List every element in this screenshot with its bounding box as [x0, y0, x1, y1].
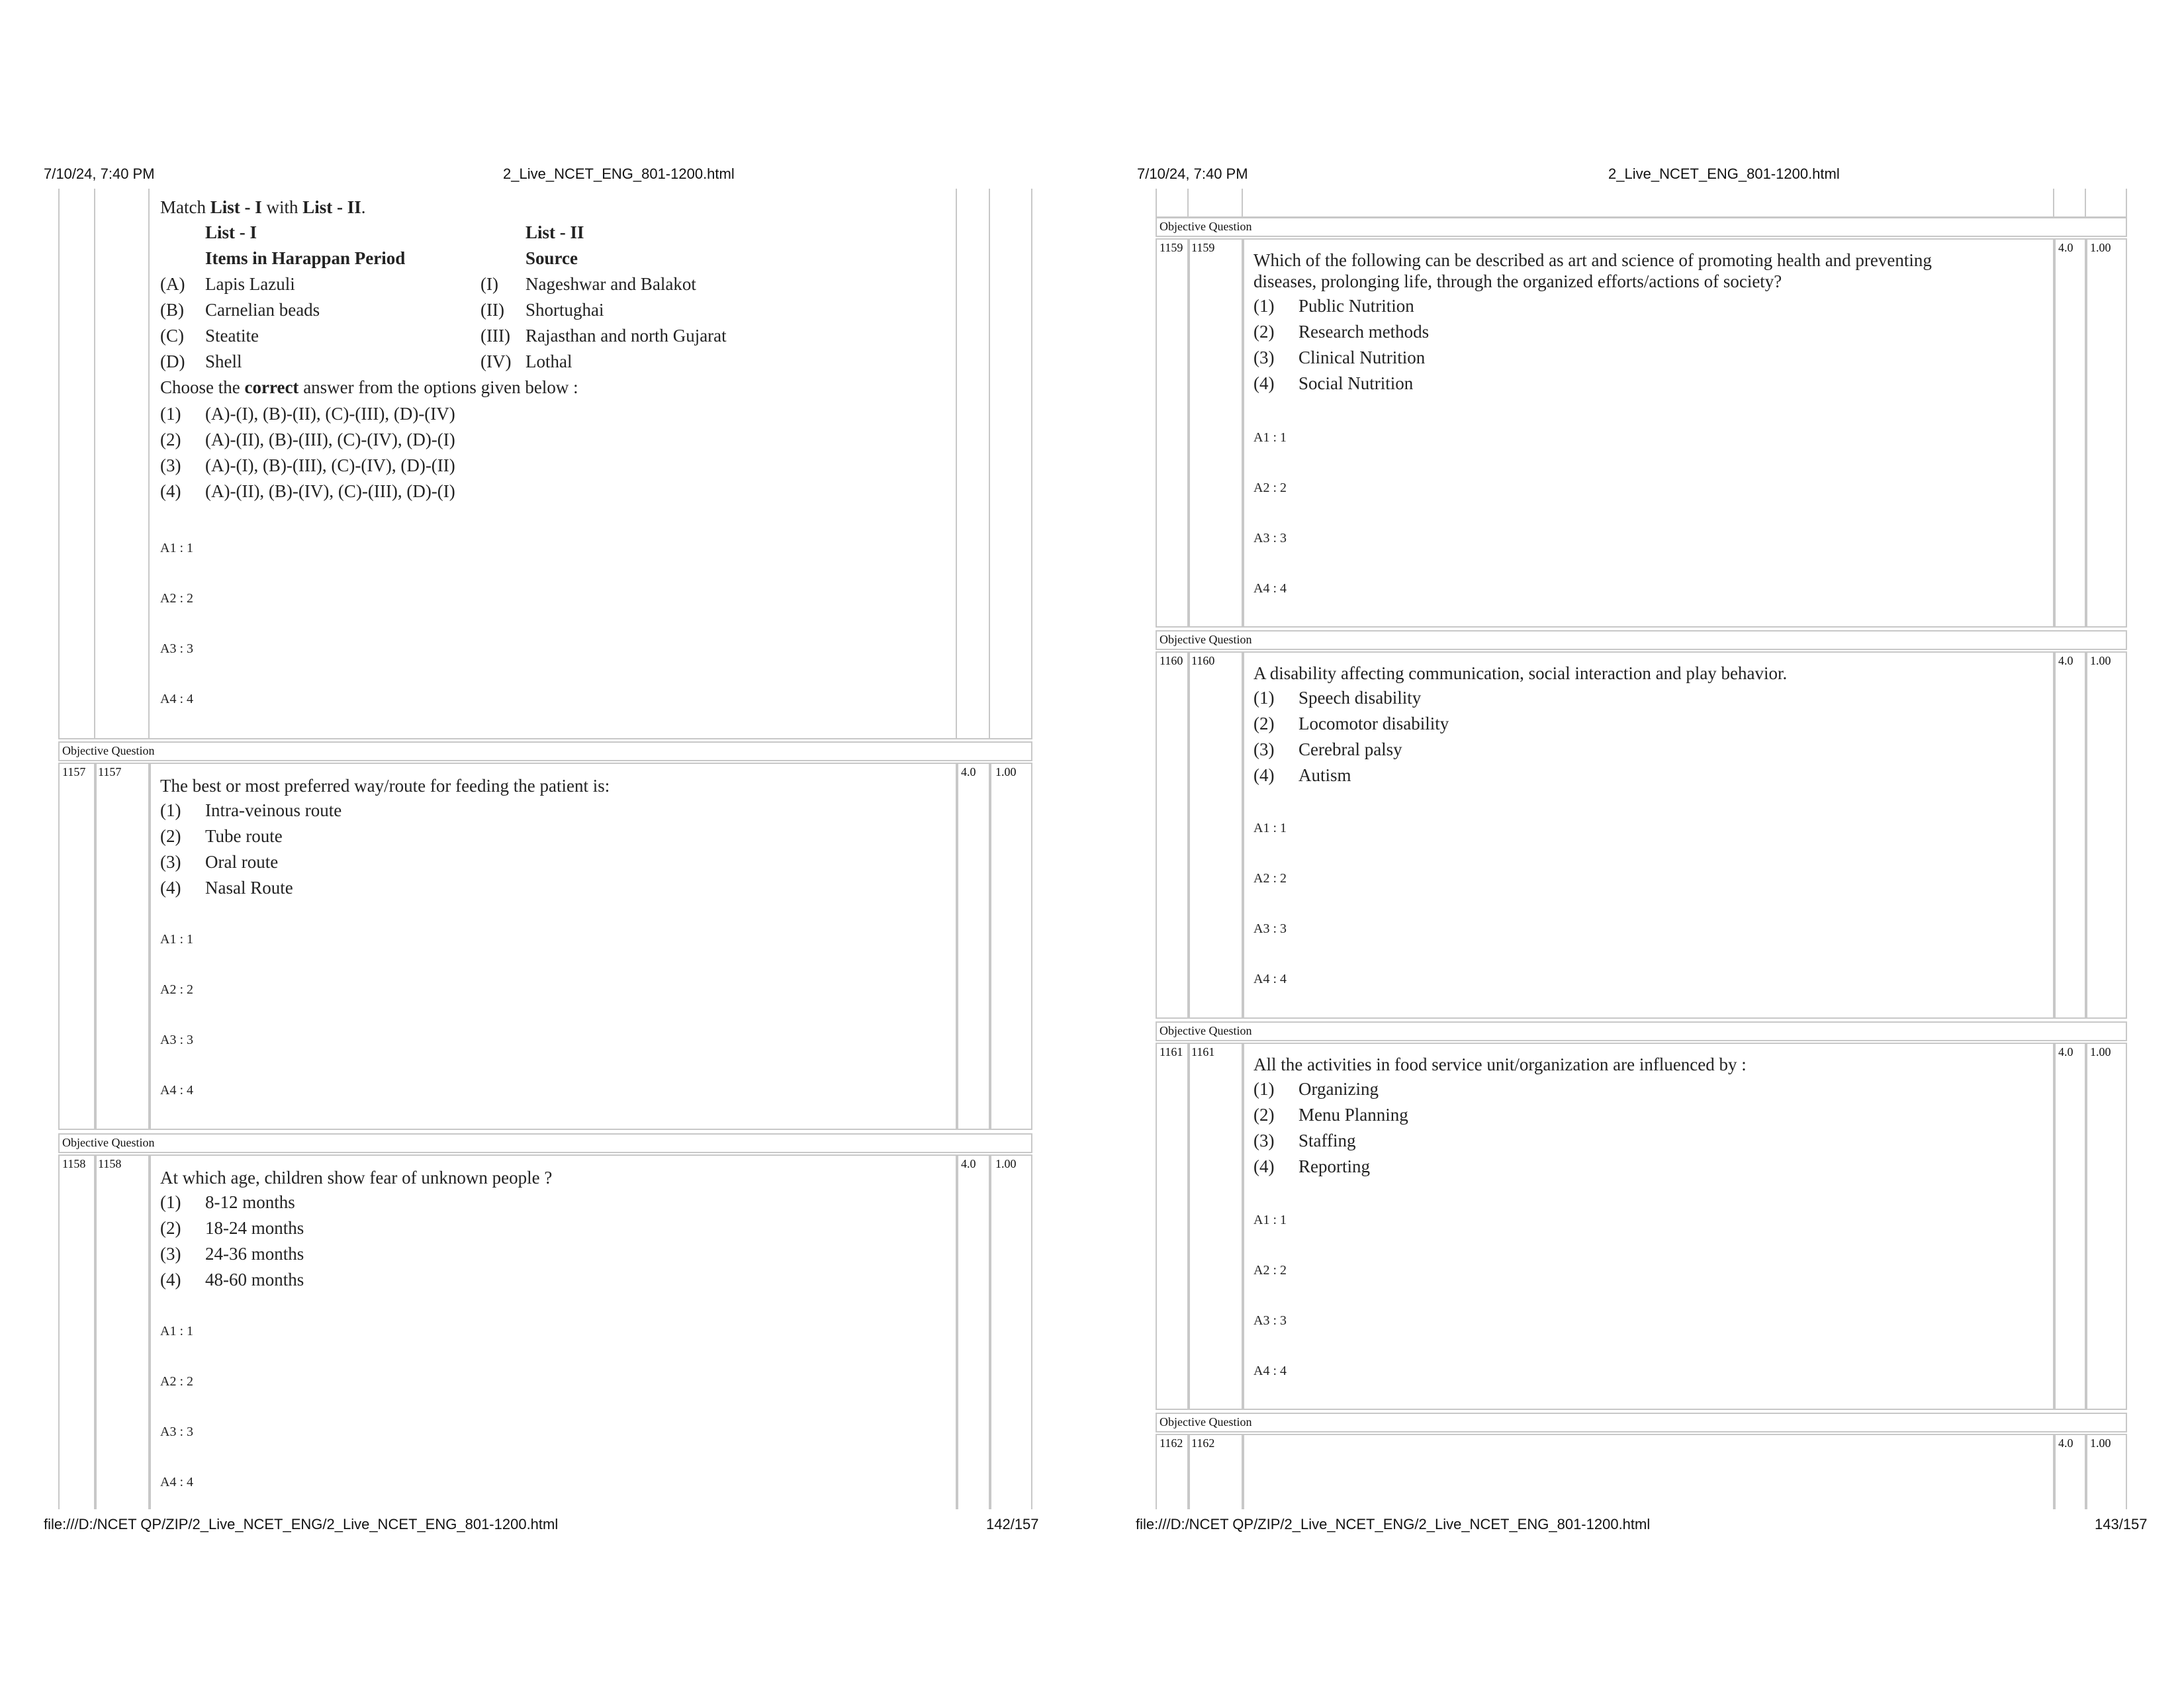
choose-instruction: Choose the correct answer from the options given below :	[160, 377, 578, 397]
match-row-source: Nageshwar and Balakot	[525, 274, 696, 294]
marks: 4.0	[961, 1157, 976, 1170]
negative-marks: 1.00	[995, 1157, 1017, 1170]
question-type-label: Objective Question	[1160, 1024, 1252, 1037]
match-row-label: (C)	[160, 326, 184, 346]
question-text-line-1: Which of the following can be described as art and science of promoting health and preventing	[1253, 250, 1932, 270]
question-type-label: Objective Question	[1160, 633, 1252, 646]
match-row-roman: (I)	[480, 274, 498, 294]
answer-key: A1 : 1	[160, 541, 193, 555]
serial-number: 1159	[1160, 241, 1183, 254]
print-date: 7/10/24, 7:40 PM	[44, 165, 155, 182]
question-id: 1160	[1191, 654, 1215, 667]
list1-subheading: Items in Harappan Period	[205, 248, 406, 268]
match-row-roman: (III)	[480, 326, 510, 346]
match-row-roman: (IV)	[480, 352, 512, 371]
print-title: 2_Live_NCET_ENG_801-1200.html	[1608, 165, 1840, 182]
match-row-item: Carnelian beads	[205, 300, 320, 320]
question-type-label: Objective Question	[62, 1136, 155, 1149]
answer-key: A2 : 2	[1253, 871, 1287, 886]
question-id: 1161	[1191, 1045, 1215, 1058]
match-row-label: (A)	[160, 274, 185, 294]
answer-key: A2 : 2	[160, 1374, 193, 1389]
list2-heading: List - II	[525, 222, 584, 242]
match-row-source: Lothal	[525, 352, 572, 371]
answer-key: A2 : 2	[160, 591, 193, 606]
question-text: All the activities in food service unit/organization are influenced by :	[1253, 1055, 1747, 1074]
negative-marks: 1.00	[995, 765, 1017, 778]
question-id: 1158	[98, 1157, 122, 1170]
negative-marks: 1.00	[2090, 1436, 2111, 1450]
negative-marks: 1.00	[2090, 1045, 2111, 1058]
print-file-path: file:///D:/NCET QP/ZIP/2_Live_NCET_ENG/2_Live_NCET_ENG_801-1200.html	[1136, 1516, 1651, 1532]
answer-key: A3 : 3	[160, 641, 193, 656]
answer-key: A4 : 4	[160, 1083, 193, 1098]
answer-key: A2 : 2	[1253, 481, 1287, 495]
answer-key: A3 : 3	[1253, 1313, 1287, 1328]
match-row-label: (B)	[160, 300, 184, 320]
question-text: The best or most preferred way/route for feeding the patient is:	[160, 776, 610, 796]
page-number: 143/157	[2095, 1516, 2148, 1532]
match-row-item: Steatite	[205, 326, 259, 346]
serial-number: 1160	[1160, 654, 1183, 667]
answer-key: A1 : 1	[160, 932, 193, 947]
answer-key: A2 : 2	[1253, 1263, 1287, 1278]
answer-key: A4 : 4	[160, 692, 193, 706]
answer-key: A4 : 4	[1253, 972, 1287, 986]
marks: 4.0	[2058, 1436, 2073, 1450]
answer-key: A3 : 3	[160, 1033, 193, 1047]
answer-key: A3 : 3	[1253, 921, 1287, 936]
left-page: 7/10/24, 7:40 PM 2_Live_NCET_ENG_801-1200.html Match List - I with List - II. List - I List - II Items in Harappan Period Source (A) Lapis Lazuli (I) Nageshwar and Balakot (B) Carnelian beads (II) Shortughai (C) Steatite (III) Rajasthan and north Gujarat (D) Shell (IV) Lothal Choose the correct answer from the options given below : (1) (A)-(I), (B)-(II), (C)-(III), (D)-(IV) (2) (A)-(II), (B)-(III), (C)-(IV), (D)-(I) (3) (A)-(I), (B)-(III), (C)-(IV), (D)-(II) (4) (A)-(II), (B)-(IV), (C)-(III), (D)-(I) A1 : 1 A2 : 2 A3 : 3 A4 : 4 Objective Question 1157 1157 4.0 1.00 The best or most preferred way/route for feeding the patient is: (1) Intra-veinous route (2) Tube route (3) Oral route (4) Nasal Route A1 : 1 A2 : 2 A3 : 3 A4 : 4 Objective Question 1158 1158 4.0 1.00 At which age, children show fear of unknown people ? (1) 8-12 months (2) 18-24 months (3) 24-36 months (4) 48-60 months A1 : 1 A2 : 2 A3 : 3 A4 : 4 file:///D:/NCET QP/ZIP/2_Live_NCET_ENG/2_Live_NCET_ENG_801-1200.html 142/157	[44, 165, 1039, 1532]
print-date: 7/10/24, 7:40 PM	[1137, 165, 1248, 182]
negative-marks: 1.00	[2090, 654, 2111, 667]
print-file-path: file:///D:/NCET QP/ZIP/2_Live_NCET_ENG/2_Live_NCET_ENG_801-1200.html	[44, 1516, 559, 1532]
question-id: 1162	[1191, 1436, 1215, 1450]
match-intro: Match List - I with List - II.	[160, 197, 366, 217]
question-text: At which age, children show fear of unknown people ?	[160, 1168, 553, 1188]
match-row-label: (D)	[160, 352, 185, 371]
answer-key: A1 : 1	[1253, 1213, 1287, 1227]
answer-key: A2 : 2	[160, 982, 193, 997]
match-row-item: Lapis Lazuli	[205, 274, 295, 294]
answer-key: A1 : 1	[160, 1324, 193, 1338]
marks: 4.0	[2058, 654, 2073, 667]
answer-key: A4 : 4	[1253, 1364, 1287, 1378]
answer-key: A4 : 4	[160, 1475, 193, 1489]
marks: 4.0	[2058, 241, 2073, 254]
negative-marks: 1.00	[2090, 241, 2111, 254]
list1-heading: List - I	[205, 222, 257, 242]
marks: 4.0	[2058, 1045, 2073, 1058]
answer-key: A1 : 1	[1253, 821, 1287, 835]
serial-number: 1157	[62, 765, 86, 778]
marks: 4.0	[961, 765, 976, 778]
match-row-item: Shell	[205, 352, 242, 371]
answer-key: A3 : 3	[160, 1425, 193, 1439]
serial-number: 1162	[1160, 1436, 1183, 1450]
match-row-roman: (II)	[480, 300, 504, 320]
print-title: 2_Live_NCET_ENG_801-1200.html	[503, 165, 735, 182]
question-text: A disability affecting communication, social interaction and play behavior.	[1253, 663, 1788, 683]
question-id: 1159	[1191, 241, 1215, 254]
serial-number: 1161	[1160, 1045, 1183, 1058]
question-type-label: Objective Question	[1160, 220, 1252, 233]
match-row-source: Rajasthan and north Gujarat	[525, 326, 727, 346]
match-row-source: Shortughai	[525, 300, 604, 320]
answer-key: A1 : 1	[1253, 430, 1287, 445]
question-id: 1157	[98, 765, 122, 778]
list2-subheading: Source	[525, 248, 578, 268]
answer-key: A3 : 3	[1253, 531, 1287, 545]
question-text-line-2: diseases, prolonging life, through the organized efforts/actions of society?	[1253, 271, 1782, 291]
question-type-label: Objective Question	[62, 744, 155, 757]
page-number: 142/157	[986, 1516, 1039, 1532]
answer-key: A4 : 4	[1253, 581, 1287, 596]
question-type-label: Objective Question	[1160, 1415, 1252, 1429]
serial-number: 1158	[62, 1157, 86, 1170]
right-page: 7/10/24, 7:40 PM 2_Live_NCET_ENG_801-1200.html Objective Question 1159 1159 4.0 1.00 Which of the following can be described as art and science of promoting health and preventing diseases, prolonging life, through the organized efforts/actions of society? (1) Public Nutrition (2) Research methods (3) Clinical Nutrition (4) Social Nutrition A1 : 1 A2 : 2 A3 : 3 A4 : 4 Objective Question 1160 1160 4.0 1.00 A disability affecting communication, social interaction and play behavior. (1) Speech disability (2) Locomotor disability (3) Cerebral palsy (4) Autism A1 : 1 A2 : 2 A3 : 3 A4 : 4 Objective Question 1161 1161 4.0 1.00 All the activities in food service unit/organization are influenced by : (1) Organizing (2) Menu Planning (3) Staffing (4) Reporting A1 : 1 A2 : 2 A3 : 3 A4 : 4 Objective Question 1162 1162 4.0 1.00 file:///D:/NCET QP/ZIP/2_Live_NCET_ENG/2_Live_NCET_ENG_801-1200.html 143/157	[1136, 165, 2148, 1532]
